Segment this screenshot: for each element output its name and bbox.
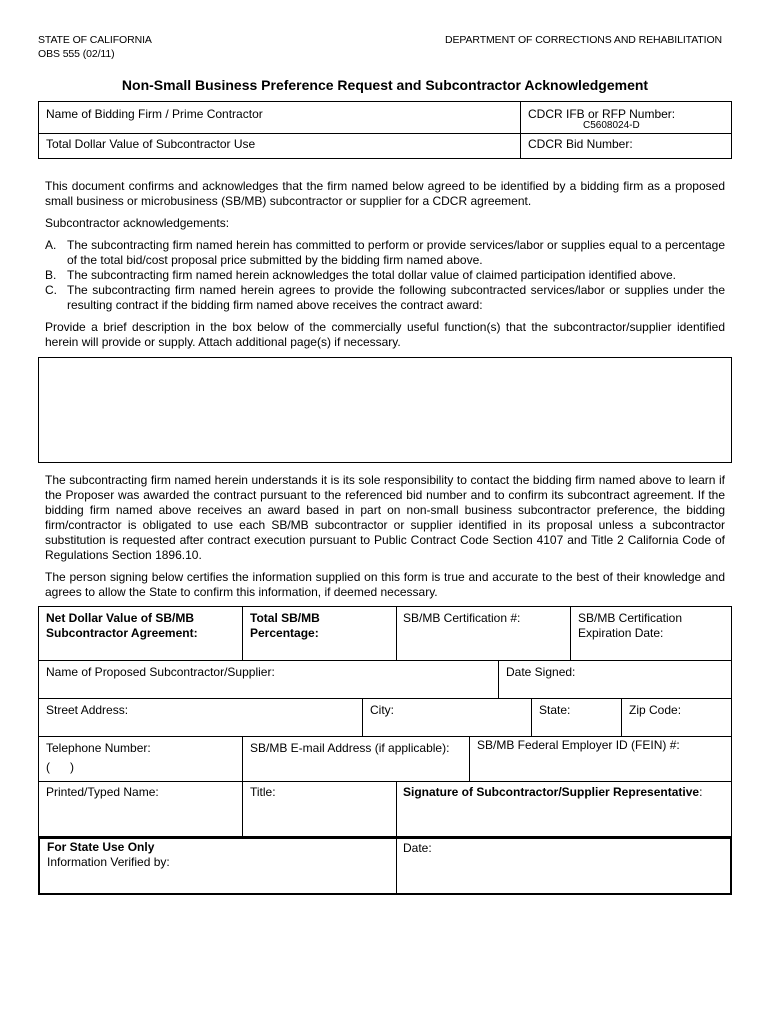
form-number: OBS 555 (02/11) xyxy=(38,48,115,60)
ack-item-a xyxy=(45,238,725,268)
ifb-rfp-value: C5608024-D xyxy=(583,120,640,131)
ack-marker: C. xyxy=(45,283,57,297)
description-box[interactable] xyxy=(38,357,732,463)
certification-expiration-label[interactable]: SB/MB Certification xyxy=(578,611,683,625)
net-value-label-2: Subcontractor Agreement: xyxy=(46,626,198,640)
state-date-label[interactable]: Date: xyxy=(403,841,432,855)
zip-code-label[interactable]: Zip Code: xyxy=(629,703,682,717)
certification-expiration-label-2: Expiration Date: xyxy=(578,626,664,640)
ack-marker: B. xyxy=(45,268,57,282)
ack-text: The subcontracting firm named herein has committed to perform or provide services/labor or supplies equal to a percentage of the total bid/cost proposal price submitted by the bidding firm named above. xyxy=(67,238,725,267)
total-percentage-label[interactable]: Total SB/MB xyxy=(250,611,320,625)
date-signed-label[interactable]: Date Signed: xyxy=(506,665,576,679)
describe-instructions: Provide a brief description in the box below of the commercially useful function(s) that the subcontractor/supplier identified herein will provide or supply. Attach additional page(s) if necessary. xyxy=(45,320,725,349)
certification-number-label[interactable]: SB/MB Certification #: xyxy=(403,611,521,625)
bidding-firm-label[interactable]: Name of Bidding Firm / Prime Contractor xyxy=(46,107,263,121)
intro-paragraph: This document confirms and acknowledges that the firm named below agreed to be identified by a bidding firm as a proposed small business or microbusiness (SB/MB) subcontractor or supplier for a CDCR agreement. xyxy=(45,179,725,208)
title-label[interactable]: Title: xyxy=(250,785,276,799)
bid-number-label[interactable]: CDCR Bid Number: xyxy=(528,137,633,151)
verified-by-label[interactable]: Information Verified by: xyxy=(47,855,170,869)
certify-paragraph: The person signing below certifies the information supplied on this form is true and accurate to the best of their knowledge and agrees to allow the State to confirm this information, if deemed necessary. xyxy=(45,570,725,599)
email-label[interactable]: SB/MB E-mail Address (if applicable): xyxy=(250,741,450,755)
state-use-heading: For State Use Only xyxy=(47,840,155,854)
fein-label[interactable]: SB/MB Federal Employer ID (FEIN) #: xyxy=(477,738,680,752)
form-title: Non-Small Business Preference Request and Subcontractor Acknowledgement xyxy=(121,77,649,93)
net-value-label[interactable]: Net Dollar Value of SB/MB xyxy=(46,611,195,625)
ack-text: The subcontracting firm named herein acknowledges the total dollar value of claimed participation identified above. xyxy=(67,268,677,282)
street-address-label[interactable]: Street Address: xyxy=(46,703,129,717)
ack-item-c xyxy=(45,283,725,313)
signature-label[interactable] xyxy=(403,785,702,800)
total-percentage-label-2: Percentage: xyxy=(250,626,319,640)
ack-marker: A. xyxy=(45,238,57,252)
ack-text: The subcontracting firm named herein agrees to provide the following subcontracted services/labor or supplies under the resulting contract if the bidding firm named above receives the contract award: xyxy=(67,283,725,312)
subcontractor-name-label[interactable]: Name of Proposed Subcontractor/Supplier: xyxy=(46,665,275,679)
telephone-area-code: ( ) xyxy=(46,760,74,774)
ifb-rfp-label[interactable]: CDCR IFB or RFP Number: xyxy=(528,107,676,121)
agency-name: STATE OF CALIFORNIA xyxy=(38,34,152,46)
acknowledgements-heading: Subcontractor acknowledgements: xyxy=(45,216,230,230)
signature-label-text: Signature of Subcontractor/Supplier Representative xyxy=(403,785,700,799)
total-dollar-label[interactable]: Total Dollar Value of Subcontractor Use xyxy=(46,137,256,151)
state-label[interactable]: State: xyxy=(539,703,571,717)
telephone-label[interactable]: Telephone Number: xyxy=(46,741,151,755)
signature-colon: : xyxy=(699,785,703,799)
responsibility-paragraph: The subcontracting firm named herein understands it is its sole responsibility to contact the bidding firm named above to learn if the Proposer was awarded the contract pursuant to the referenced bid number and to confirm its subcontract agreement. If the bidding firm named above receives an award based in part on non-small business subcontractor preference, the bidding firm/contractor is obligated to use each SB/MB subcontractor or supplier identified in its proposal unless a subcontractor substitution is requested after contract execution pursuant to Public Contract Code Section 4107 and Title 2 California Code of Regulations Section 1896.10. xyxy=(45,473,725,562)
department-name: DEPARTMENT OF CORRECTIONS AND REHABILITATION xyxy=(445,34,722,46)
printed-name-label[interactable]: Printed/Typed Name: xyxy=(46,785,159,799)
city-label[interactable]: City: xyxy=(370,703,394,717)
ack-item-b xyxy=(45,268,725,283)
